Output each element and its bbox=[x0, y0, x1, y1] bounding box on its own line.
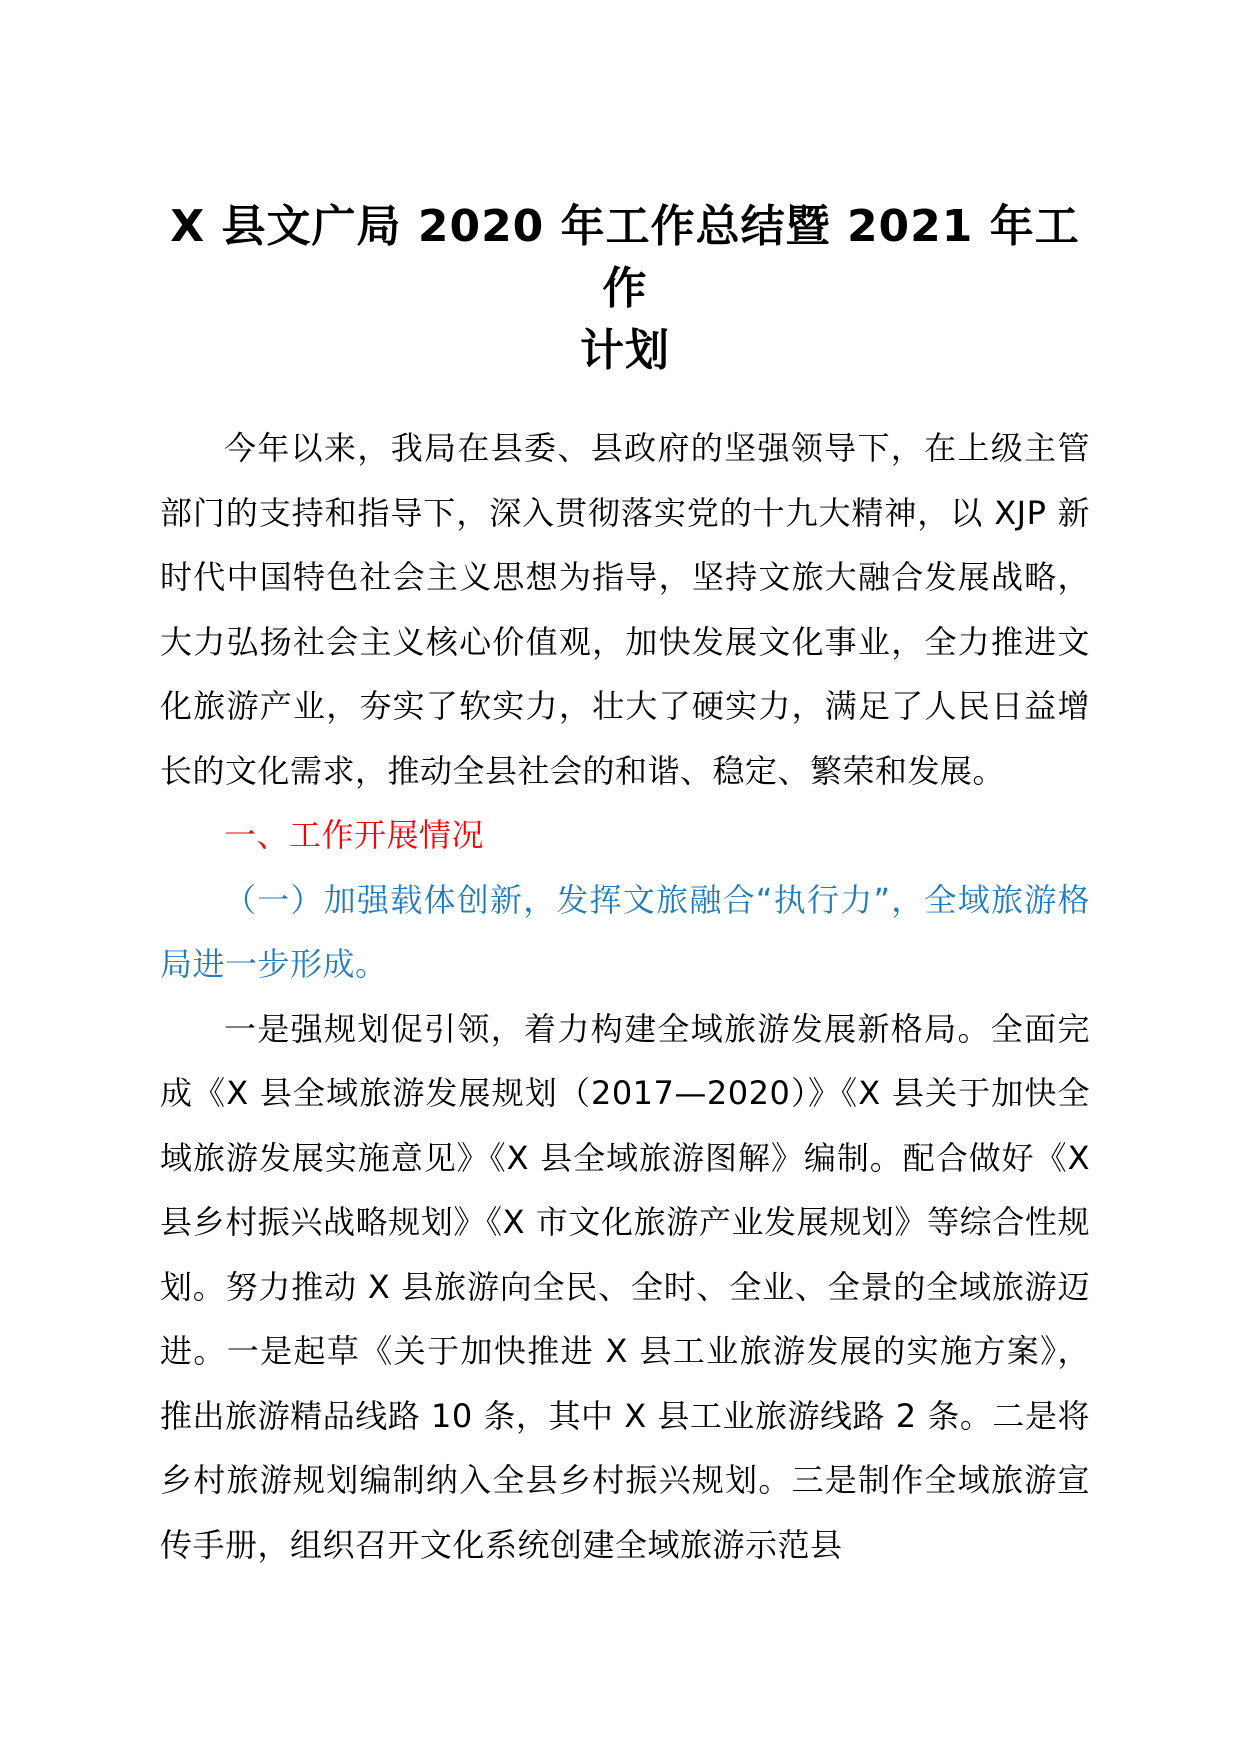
section-heading: 一、工作开展情况 bbox=[224, 816, 485, 854]
intro-paragraph: 今年以来，我局在县委、县政府的坚强领导下，在上级主管部门的支持和指导下，深入贯彻落实党的十九大精神，以 XJP 新时代中国特色社会主义思想为指导，坚持文旅大融合发展战略，大力弘扬社会主义核心价值观，加快发展文化事业，全力推进文化旅游产业，夯实了软实力，壮大了硬实力，满足了人民日益增长的文化需求，推动全县社会的和谐、稳定、繁荣和发展。 bbox=[160, 429, 1090, 790]
title-line-2: 计划 bbox=[580, 325, 670, 376]
subsection-heading: （一）加强载体创新，发挥文旅融合“执行力”，全域旅游格局进一步形成。 bbox=[160, 880, 1090, 983]
title-line-1: X 县文广局 2020 年工作总结暨 2021 年工作 bbox=[170, 201, 1080, 314]
document-title bbox=[160, 196, 1090, 382]
body-paragraph: 一是强规划促引领，着力构建全域旅游发展新格局。全面完成《X 县全域旅游发展规划（2017—2020）》《X 县关于加快全域旅游发展实施意见》《X 县全域旅游图解》编制。配合做好《X 县乡村振兴战略规划》《X 市文化旅游产业发展规划》等综合性规划。努力推动 X 县旅游向全民、全时、全业、全景的全域旅游迈进。一是起草《关于加快推进 X 县工业旅游发展的实施方案》，推出旅游精品线路 10 条，其中 X 县工业旅游线路 2 条。二是将乡村旅游规划编制纳入全县乡村振兴规划。三是制作全域旅游宣传手册，组织召开文化系统创建全域旅游示范县 bbox=[160, 1009, 1090, 1564]
document-page bbox=[160, 196, 1090, 1577]
